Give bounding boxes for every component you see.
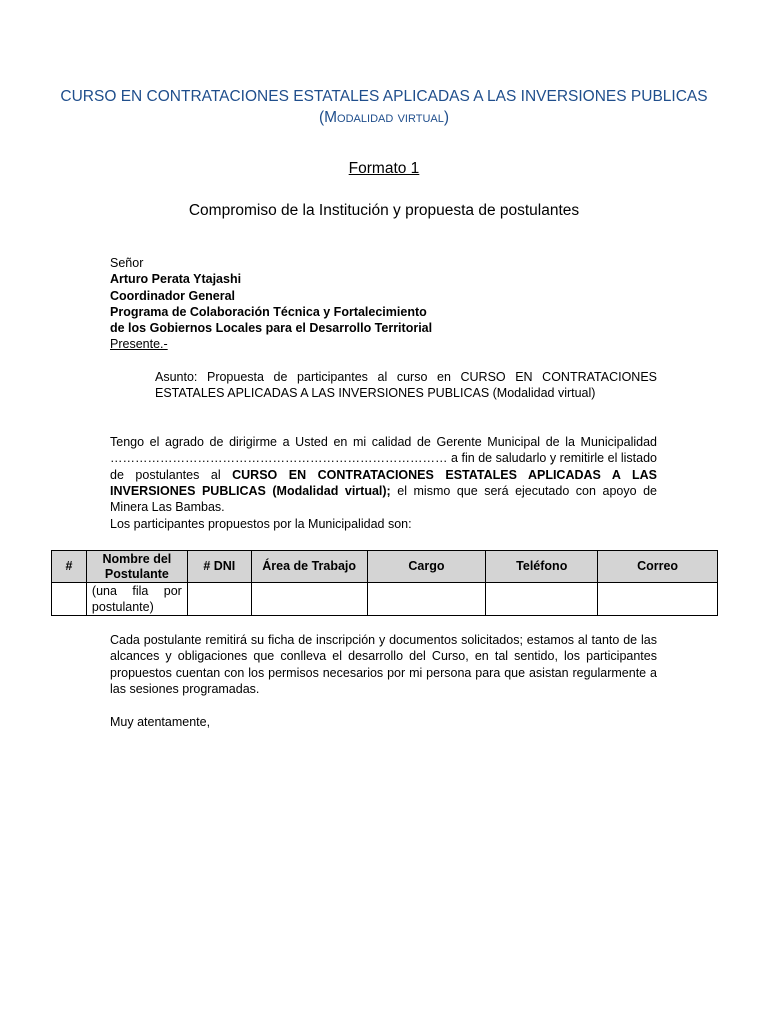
table-header-row (52, 551, 718, 583)
document-subtitle: Compromiso de la Institución y propuesta de postulantes (188, 202, 580, 219)
participants-table (51, 550, 718, 616)
course-title-close: ) (443, 109, 450, 126)
table-cell (598, 583, 718, 616)
intro-text: Tengo el agrado de dirigirme a Usted en mi calidad de Gerente Municipal de la Municipalidad ……………………………………………………………………… a fin de saludarlo y remitirle el listado de postulantes al (110, 435, 657, 482)
addressee-program-line1: Programa de Colaboración Técnica y Fortalecimiento (110, 304, 427, 319)
table-header-cell: Nombre del Postulante (86, 551, 187, 583)
formato-heading: Formato 1 (348, 160, 420, 177)
table-header-cell: # (52, 551, 87, 583)
addressee-role: Coordinador General (110, 288, 236, 303)
table-cell (367, 583, 486, 616)
table-header-cell: Teléfono (486, 551, 598, 583)
addressee-name: Arturo Perata Ytajashi (110, 272, 242, 287)
addressee-program-line2: de los Gobiernos Locales para el Desarrollo Territorial (110, 321, 433, 336)
salutation: Señor (110, 256, 144, 270)
course-title-modality: Modalidad virtual (324, 109, 444, 126)
table-cell (187, 583, 251, 616)
table-cell (52, 583, 87, 616)
course-title (60, 86, 708, 128)
intro-text-end: el mismo que será ejecutado con apoyo de Minera Las Bambas. (110, 483, 657, 515)
participants-intro: Los participantes propuestos por la Municipalidad son: (110, 517, 412, 531)
table-cell (486, 583, 598, 616)
table-header-cell: Área de Trabajo (251, 551, 367, 583)
intro-course-name: CURSO EN CONTRATACIONES ESTATALES APLICADAS A LAS INVERSIONES PUBLICAS (Modalidad virtual); (110, 467, 657, 498)
table-cell (251, 583, 367, 616)
table-header-cell: Correo (598, 551, 718, 583)
closing-paragraph: Cada postulante remitirá su ficha de inscripción y documentos solicitados; estamos al tanto de las alcances y obligaciones que conlleva el desarrollo del Curso, en tal sentido, los participantes propuestos cuentan con los permisos necesarios por mi persona para que asistan regularmente a las sesiones programadas. (110, 633, 657, 696)
addressee-block (110, 255, 432, 353)
signoff: Muy atentamente, (110, 715, 211, 729)
table-header-cell: Cargo (367, 551, 486, 583)
table-header-cell: # DNI (187, 551, 251, 583)
intro-paragraph (110, 434, 657, 515)
asunto-paragraph: Asunto: Propuesta de participantes al curso en CURSO EN CONTRATACIONES ESTATALES APLICADAS A LAS INVERSIONES PUBLICAS (Modalidad virtual) (155, 370, 657, 401)
course-title-main: CURSO EN CONTRATACIONES ESTATALES APLICADAS A LAS INVERSIONES PUBLICAS ( (60, 88, 708, 126)
table-cell: (una fila por postulante) (86, 583, 187, 616)
table-row (52, 583, 718, 616)
presente-label: Presente.- (110, 337, 168, 352)
